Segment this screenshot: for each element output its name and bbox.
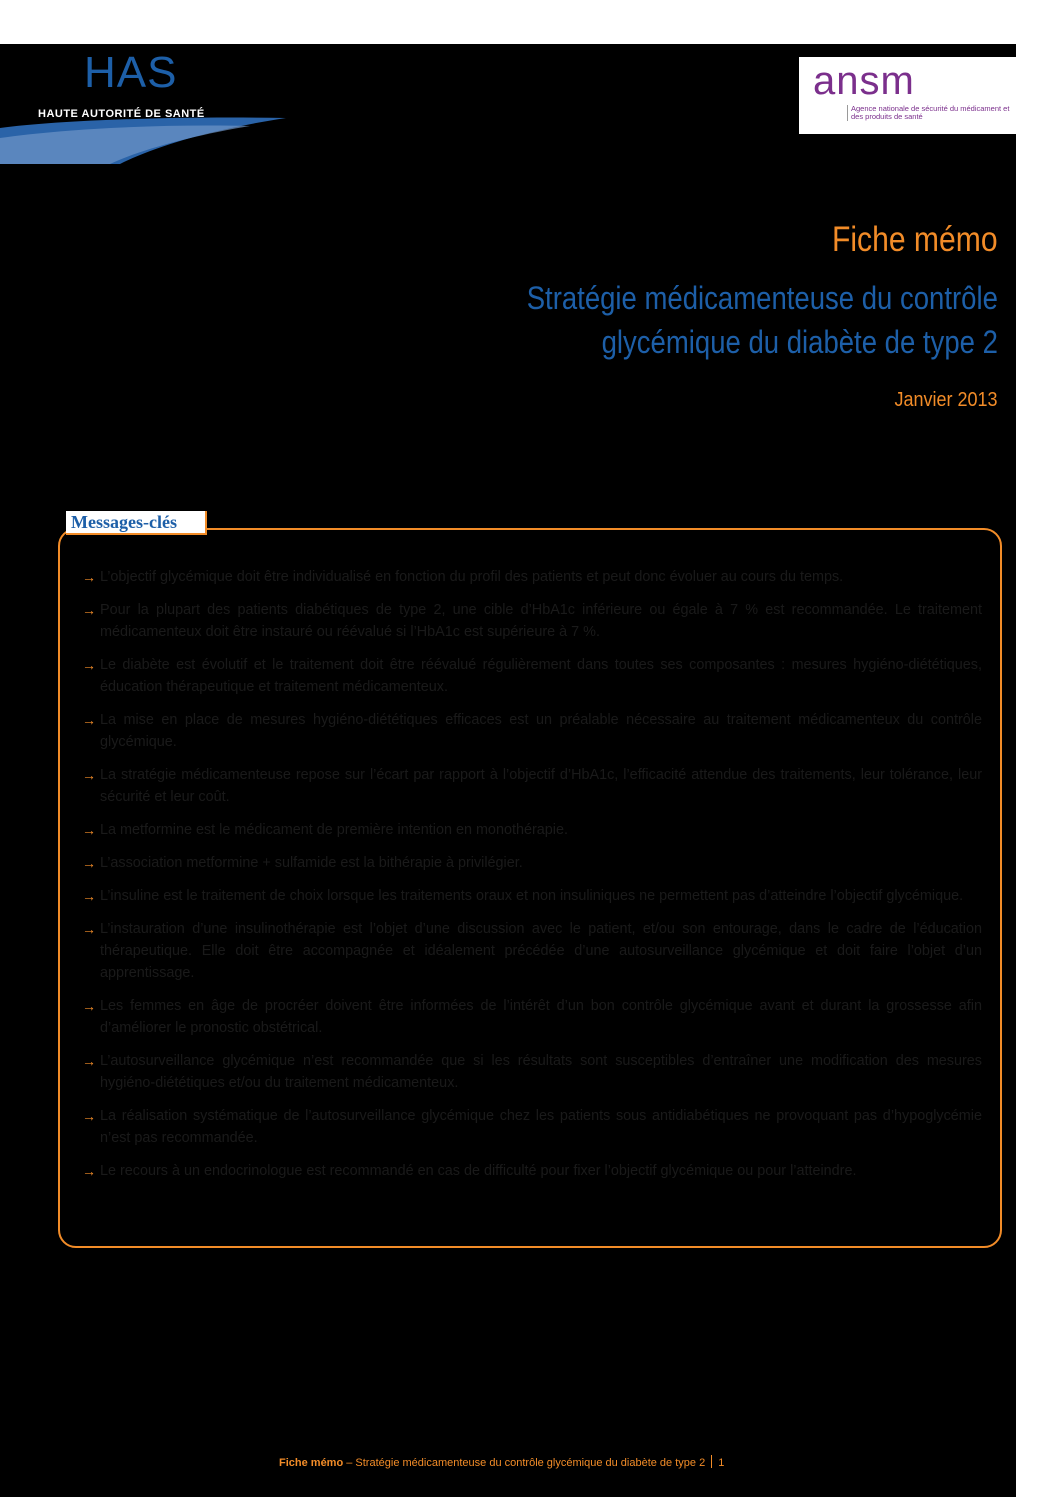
list-item bbox=[82, 1160, 982, 1182]
has-swoosh-graphic bbox=[0, 114, 290, 164]
list-item-text: L’autosurveillance glycémique n’est recommandée que si les résultats sont susceptibles d’entraîner une modification des mesures hygiéno-diététiques et/ou du traitement médicamenteux. bbox=[100, 1053, 982, 1091]
list-item-text: L’objectif glycémique doit être individualisé en fonction du profil des patients et peut donc évoluer au cours du temps. bbox=[100, 569, 844, 585]
arrow-right-icon: → bbox=[82, 657, 96, 673]
list-item-text: La stratégie médicamenteuse repose sur l’écart par rapport à l’objectif d’HbA1c, l’efficacité attendue des traitements, leur tolérance, leur sécurité et leur coût. bbox=[100, 767, 982, 805]
list-item bbox=[82, 1105, 982, 1149]
list-item-text: Pour la plupart des patients diabétiques de type 2, une cible d’HbA1c inférieure ou égale à 7 % est recommandée. Le traitement médicamenteux doit être instauré ou réévalué si l’HbA1c est supérieure à 7 %. bbox=[100, 602, 982, 640]
list-item-text: Le diabète est évolutif et le traitement doit être réévalué régulièrement dans toutes ses composantes : mesures hygiéno-diététiques, éducation thérapeutique et traitement médicamenteux. bbox=[100, 657, 982, 695]
list-item bbox=[82, 918, 982, 984]
list-item bbox=[82, 566, 982, 588]
footer-text: – Stratégie médicamenteuse du contrôle glycémique du diabète de type 2 bbox=[343, 1457, 706, 1469]
list-item-text: La metformine est le médicament de première intention en monothérapie. bbox=[100, 822, 568, 838]
footer-label: Fiche mémo bbox=[279, 1457, 344, 1469]
arrow-right-icon: → bbox=[82, 602, 96, 618]
publication-date: Janvier 2013 bbox=[894, 389, 998, 411]
list-item bbox=[82, 1050, 982, 1094]
list-item-text: Le recours à un endocrinologue est recommandé en cas de difficulté pour fixer l’objectif glycémique ou pour l’atteindre. bbox=[100, 1163, 857, 1179]
ansm-logo-subtitle: Agence nationale de sécurité du médicament et des produits de santé bbox=[847, 105, 1019, 121]
key-messages-list bbox=[82, 566, 982, 1193]
list-item bbox=[82, 709, 982, 753]
has-logo-name: HAUTE AUTORITÉ DE SANTÉ bbox=[38, 108, 205, 120]
arrow-right-icon: → bbox=[82, 712, 96, 728]
list-item-text: L’association metformine + sulfamide est la bithérapie à privilégier. bbox=[100, 855, 523, 871]
arrow-right-icon: → bbox=[82, 855, 96, 871]
footer-separator bbox=[711, 1455, 712, 1468]
arrow-right-icon: → bbox=[82, 767, 96, 783]
list-item-text: La réalisation systématique de l’autosurveillance glycémique chez les patients sous antidiabétiques ne provoquant pas d’hypoglycémie n’est pas recommandée. bbox=[100, 1108, 982, 1146]
page-title: Fiche mémo bbox=[832, 220, 998, 259]
list-item bbox=[82, 654, 982, 698]
page-subtitle-line1: Stratégie médicamenteuse du contrôle bbox=[526, 280, 998, 316]
arrow-right-icon: → bbox=[82, 1108, 96, 1124]
key-messages-heading: Messages-clés bbox=[66, 511, 207, 535]
has-logo-letters: HAS bbox=[84, 48, 178, 97]
ansm-logo bbox=[799, 57, 1016, 134]
list-item bbox=[82, 599, 982, 643]
list-item bbox=[82, 764, 982, 808]
list-item-text: L’insuline est le traitement de choix lorsque les traitements oraux et non insuliniques ne permettent pas d’atteindre l’objectif glycémique. bbox=[100, 888, 964, 904]
ansm-logo-word: ansm bbox=[813, 59, 915, 103]
list-item bbox=[82, 852, 982, 874]
page-subtitle-line2: glycémique du diabète de type 2 bbox=[601, 324, 998, 360]
page-subtitle bbox=[527, 276, 998, 364]
list-item bbox=[82, 885, 982, 907]
page-footer bbox=[279, 1455, 724, 1469]
arrow-right-icon: → bbox=[82, 998, 96, 1014]
arrow-right-icon: → bbox=[82, 888, 96, 904]
arrow-right-icon: → bbox=[82, 822, 96, 838]
list-item bbox=[82, 995, 982, 1039]
list-item-text: L’instauration d’une insulinothérapie est l’objet d’une discussion avec le patient, et/ou son entourage, dans le cadre de l’éducation thérapeutique. Elle doit être accompagnée et idéalement précédée d’une autosurveillance glycémique et doit faire l’objet d’un apprentissage. bbox=[100, 921, 982, 981]
arrow-right-icon: → bbox=[82, 1163, 96, 1179]
arrow-right-icon: → bbox=[82, 921, 96, 937]
list-item-text: Les femmes en âge de procréer doivent être informées de l’intérêt d’un bon contrôle glycémique avant et durant la grossesse afin d’améliorer le pronostic obstétrical. bbox=[100, 998, 982, 1036]
arrow-right-icon: → bbox=[82, 1053, 96, 1069]
list-item-text: La mise en place de mesures hygiéno-diététiques efficaces est un préalable nécessaire au traitement médicamenteux du contrôle glycémique. bbox=[100, 712, 982, 750]
has-logo bbox=[0, 44, 290, 164]
list-item bbox=[82, 819, 982, 841]
arrow-right-icon: → bbox=[82, 569, 96, 585]
footer-page-number: 1 bbox=[718, 1457, 725, 1469]
